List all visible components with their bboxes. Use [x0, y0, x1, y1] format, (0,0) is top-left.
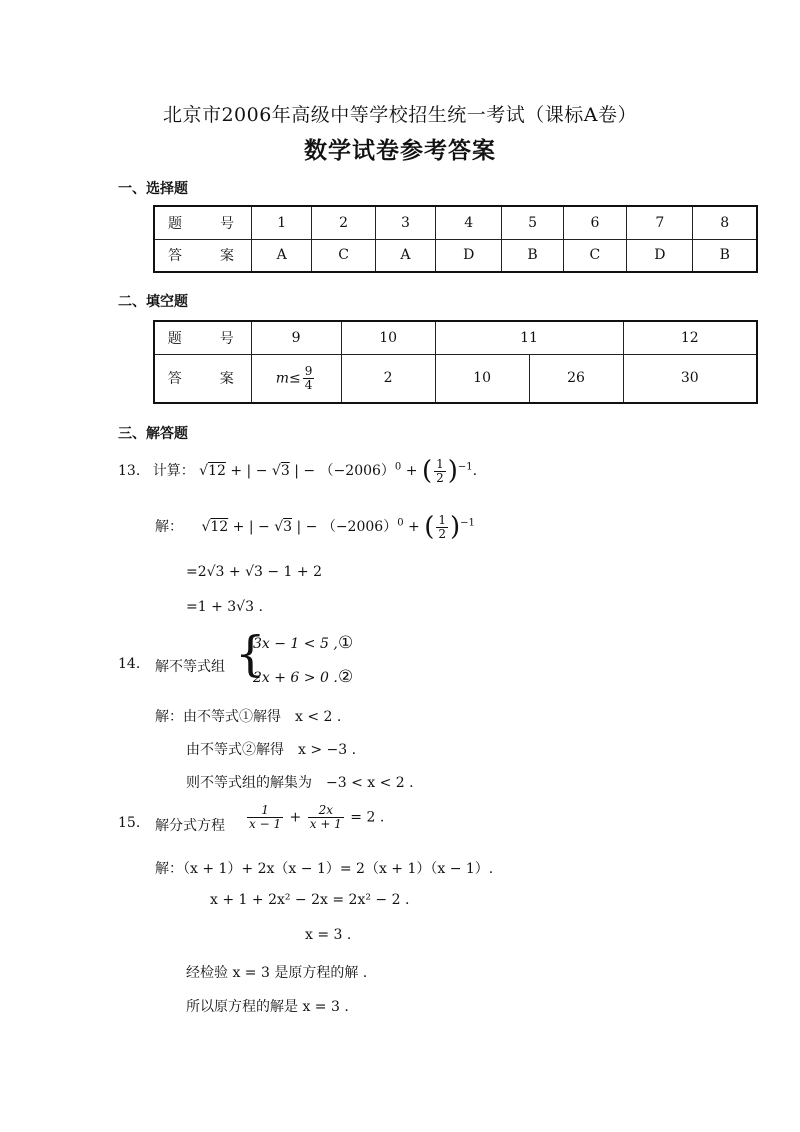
q13-period: . [472, 463, 478, 479]
mc-answer: B [693, 239, 757, 272]
paren-open: ( [424, 512, 435, 542]
mc-answer: B [502, 239, 563, 272]
q13-abs-close: | − （−2006） [294, 463, 395, 479]
mc-number: 5 [502, 206, 563, 239]
q13-solution-line [155, 512, 475, 542]
multiple-choice-table [153, 205, 758, 273]
q15-equation [245, 804, 384, 831]
q13-frac-num-b: 1 [438, 512, 447, 527]
q15-f1-den: x − 1 [249, 817, 282, 831]
q13-sqrt3: 3 [280, 463, 290, 479]
fb-number: 11 [435, 321, 623, 354]
q15-prompt: 解分式方程 [155, 818, 225, 834]
q14-label: 14. [118, 656, 141, 672]
fill-blank-table [153, 320, 758, 404]
fb-answer-9 [251, 354, 341, 403]
q13-fraction [434, 458, 446, 485]
fb-answer-11a: 10 [435, 354, 529, 403]
q14-ineq2: 2x + 6 > 0 . [253, 670, 338, 686]
q15-sol5: 所以原方程的解是 x = 3 . [186, 999, 349, 1015]
mc-answer: A [375, 239, 435, 272]
q15-rhs: = 2 . [350, 809, 385, 826]
q15-sol2: x + 1 + 2x² − 2x = 2x² − 2 . [210, 892, 410, 908]
q15-plus: + [289, 809, 302, 826]
q9-prefix: m≤ [275, 370, 301, 387]
mc-answer-row [154, 239, 757, 272]
section2-heading: 二、填空题 [118, 294, 188, 310]
q13-exp-neg1: −1 [457, 461, 473, 473]
q13-sqrt12: 12 [208, 463, 226, 479]
q15-f2-num: 2x [308, 804, 344, 818]
answer-key-title: 数学试卷参考答案 [304, 138, 496, 164]
q15-sol4: 经检验 x = 3 是原方程的解 . [186, 965, 368, 981]
fb-answer-row [154, 354, 757, 403]
q15-fraction2 [308, 804, 344, 831]
paren-close: ) [450, 512, 461, 542]
mc-answer: A [252, 239, 312, 272]
q13-plus: + [405, 463, 418, 479]
q13-sqrt3-b: 3 [283, 519, 293, 535]
q14-sol2: 由不等式②解得 x > −3 . [186, 742, 357, 758]
fb-number: 9 [251, 321, 341, 354]
fb-answer-10: 2 [341, 354, 435, 403]
paren-close: ) [447, 456, 458, 486]
mc-number: 1 [252, 206, 312, 239]
q13-frac-den-b: 2 [438, 526, 447, 541]
mc-answer: C [563, 239, 627, 272]
mc-answer: C [312, 239, 376, 272]
sqrt-symbol: √ [274, 519, 284, 535]
mc-answer: D [627, 239, 693, 272]
exam-title: 北京市2006年高级中等学校招生统一考试（课标A卷） [162, 104, 638, 126]
q13-exp0: 0 [394, 461, 402, 473]
sqrt-symbol: √ [199, 463, 209, 479]
q13-abs-close-b: | − （−2006） [296, 519, 398, 535]
q13-step2: =1 + 3√3 . [186, 599, 263, 615]
q13-sqrt12-b: 12 [210, 519, 229, 535]
q13-abs-open: + | − [230, 463, 268, 479]
q13-prompt: 计算： [152, 463, 195, 479]
mc-number: 4 [436, 206, 502, 239]
mc-number-row [154, 206, 757, 239]
q13-abs-open-b: + | − [232, 519, 270, 535]
sqrt-symbol: √ [271, 463, 281, 479]
q15-sol3: x = 3 . [305, 927, 352, 943]
fb-number: 12 [623, 321, 757, 354]
fb-answer-12: 30 [623, 354, 757, 403]
mc-number: 8 [693, 206, 757, 239]
mc-number: 7 [627, 206, 693, 239]
q13-solve-label: 解： [155, 519, 183, 535]
q13-exp-neg1-b: −1 [460, 517, 475, 529]
fb-number-label: 题 号 [154, 321, 251, 354]
q15-fraction1 [247, 804, 283, 831]
q13-fraction-b [436, 514, 448, 541]
q14-mark2: ② [338, 667, 354, 687]
q9-numerator: 9 [304, 363, 313, 378]
q13-exp0-b: 0 [397, 517, 404, 529]
mc-answer-label: 答 案 [154, 239, 252, 272]
fb-number-row [154, 321, 757, 354]
q13-frac-num: 1 [436, 456, 444, 471]
paren-open: ( [421, 456, 433, 486]
q9-fraction [303, 365, 315, 392]
q15-f1-num: 1 [247, 804, 283, 818]
section1-heading: 一、选择题 [118, 181, 188, 197]
fb-answer-label: 答 案 [154, 354, 251, 403]
q15-sol1: 解：（x + 1）+ 2x（x − 1）= 2（x + 1）（x − 1）. [155, 861, 494, 877]
q14-ineq1: 3x − 1 < 5 , [253, 636, 338, 652]
mc-number-label: 题 号 [154, 206, 252, 239]
sqrt-symbol: √ [201, 519, 211, 535]
section3-heading: 三、解答题 [118, 426, 188, 442]
q13-prompt-line [118, 456, 477, 486]
q13-step1: =2√3 + √3 − 1 + 2 [186, 564, 323, 580]
q14-sol3: 则不等式组的解集为 −3 < x < 2 . [186, 775, 414, 791]
system-brace: { [235, 626, 266, 682]
fb-answer-11b: 26 [529, 354, 623, 403]
mc-number: 6 [563, 206, 627, 239]
q14-sol1: 解：由不等式①解得 x < 2 . [155, 709, 342, 725]
mc-number: 2 [312, 206, 376, 239]
fb-number: 10 [341, 321, 435, 354]
mc-answer: D [436, 239, 502, 272]
q13-frac-den: 2 [436, 470, 444, 485]
q15-label: 15. [118, 815, 141, 831]
q14-prompt: 解不等式组 [155, 659, 225, 675]
q13-plus-b: + [408, 519, 420, 535]
q9-denominator: 4 [304, 377, 313, 392]
q13-label: 13. [118, 463, 141, 479]
mc-number: 3 [375, 206, 435, 239]
q14-mark1: ① [338, 633, 354, 653]
q15-f2-den: x + 1 [309, 817, 342, 831]
